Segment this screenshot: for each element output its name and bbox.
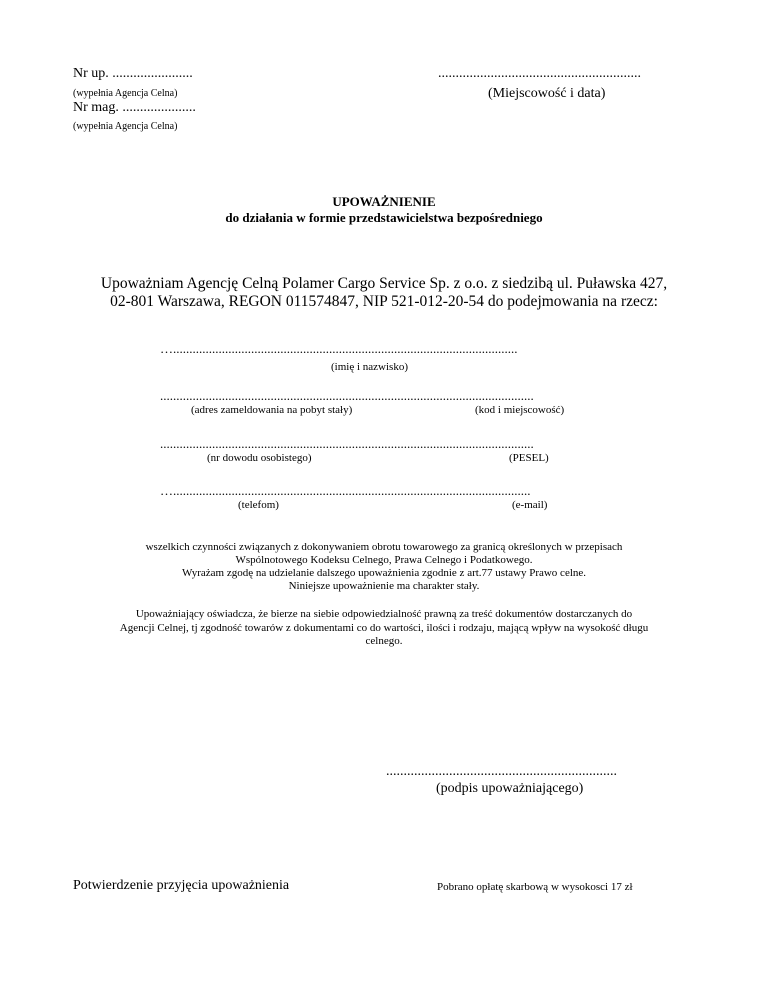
- address-line: ...................................................................................................................: [160, 388, 534, 403]
- body-p2-line-3: celnego.: [365, 635, 403, 647]
- pesel-label: (PESEL): [509, 452, 549, 464]
- nr-up-note: (wypełnia Agencja Celna): [73, 88, 178, 99]
- address-label: (adres zameldowania na pobyt stały): [191, 404, 353, 416]
- body-p1-line-3: Wyrażam zgodę na udzielanie dalszego upoważnienia zgodnie z art.77 ustawy Prawo celne.: [181, 567, 587, 579]
- intro-line-1: Upoważniam Agencję Celną Polamer Cargo Service Sp. z o.o. z siedzibą ul. Puławska 427,: [100, 275, 668, 292]
- body-p1-line-1: wszelkich czynności związanych z dokonywaniem obrotu towarowego za granicą określonych w przepisach: [145, 541, 623, 553]
- signature-line: ..................................................................: [386, 764, 617, 779]
- place-date-label: (Miejscowość i data): [488, 86, 606, 101]
- id-label: (nr dowodu osobistego): [207, 452, 312, 464]
- email-label: (e-mail): [512, 499, 548, 511]
- document-subtitle: do działania w formie przedstawicielstwa bezpośredniego: [225, 210, 543, 225]
- name-line: …..........................................................................................................: [160, 341, 518, 356]
- id-line: ...................................................................................................................: [160, 436, 534, 451]
- body-p2-line-2: Agencji Celnej, tj zgodność towarów z dokumentami co do wartości, ilości i rodzaju, mającą wpływ na wysokość długu: [119, 622, 649, 634]
- signature-label: (podpis upoważniającego): [436, 781, 584, 796]
- nr-mag-note: (wypełnia Agencja Celna): [73, 121, 178, 132]
- phone-label: (telefom): [238, 499, 279, 511]
- city-label: (kod i miejscowość): [475, 404, 565, 416]
- place-date-line: ..........................................................: [438, 66, 641, 81]
- nr-mag-field: Nr mag. .....................: [73, 100, 196, 115]
- confirmation-label: Potwierdzenie przyjęcia upoważnienia: [73, 878, 290, 893]
- body-p2-line-1: Upoważniający oświadcza, że bierze na siebie odpowiedzialność prawną za treść dokumentów dostarczanych do: [135, 608, 633, 620]
- body-p1-line-4: Niniejsze upoważnienie ma charakter stały.: [288, 580, 480, 592]
- name-label: (imię i nazwisko): [331, 361, 408, 373]
- document-title: UPOWAŻNIENIE: [332, 194, 436, 209]
- nr-up-field: Nr up. .......................: [73, 66, 193, 81]
- fee-note: Pobrano opłatę skarbową w wysokosci 17 zł: [437, 881, 633, 893]
- body-p1-line-2: Wspólnotowego Kodeksu Celnego, Prawa Celnego i Podatkowego.: [235, 554, 533, 566]
- phone-line: …..............................................................................................................: [160, 483, 531, 498]
- intro-line-2: 02-801 Warszawa, REGON 011574847, NIP 521-012-20-54 do podejmowania na rzecz:: [110, 293, 658, 310]
